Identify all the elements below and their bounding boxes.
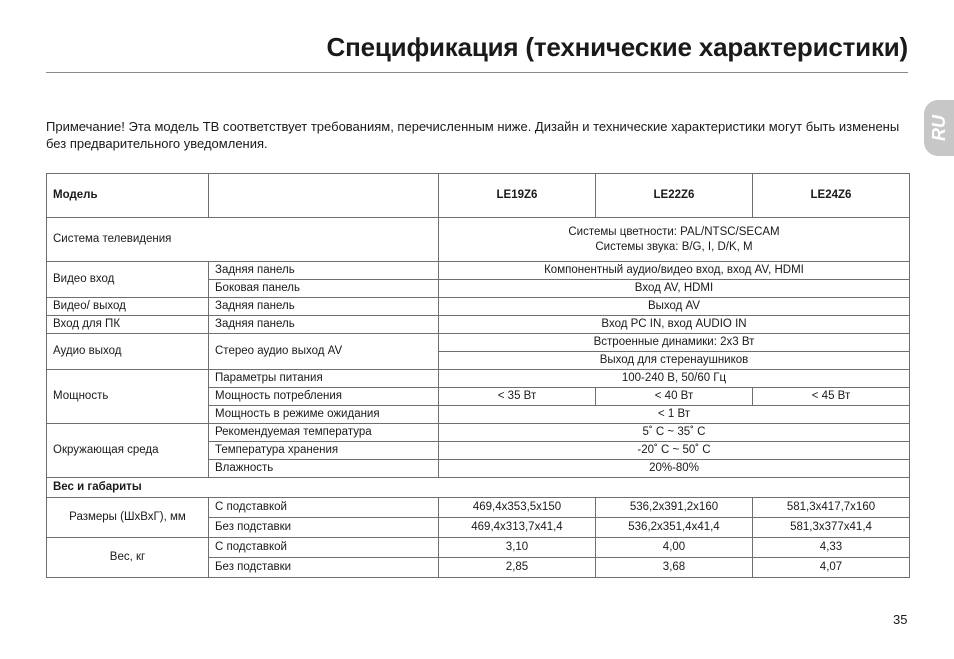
power-consumption-3: < 45 Вт	[753, 388, 910, 406]
video-out-label: Видео/ выход	[47, 298, 209, 316]
weight-with-stand-3: 4,33	[753, 538, 910, 558]
header-model-3: LE24Z6	[753, 174, 910, 218]
video-in-label: Видео вход	[47, 262, 209, 298]
weight-with-stand: С подставкой	[209, 538, 439, 558]
table-row	[47, 538, 910, 558]
dims-with-stand-2: 536,2x391,2x160	[596, 498, 753, 518]
power-standby: Мощность в режиме ожидания	[209, 406, 439, 424]
spec-table	[46, 173, 910, 578]
table-row	[47, 262, 910, 280]
video-in-side-value: Вход AV, HDMI	[439, 280, 910, 298]
table-row	[47, 298, 910, 316]
table-row	[47, 478, 910, 498]
header-model-2: LE22Z6	[596, 174, 753, 218]
tv-system-label: Система телевидения	[47, 218, 439, 262]
dims-with-stand-1: 469,4x353,5x150	[439, 498, 596, 518]
table-header-row	[47, 174, 910, 218]
power-label: Мощность	[47, 370, 209, 424]
dims-label: Размеры (ШхВхГ), мм	[47, 498, 209, 538]
env-rec-temp-value: 5˚ C ~ 35˚ C	[439, 424, 910, 442]
video-out-rear: Задняя панель	[209, 298, 439, 316]
table-row	[47, 316, 910, 334]
page-title: Спецификация (технические характеристики)	[326, 32, 908, 62]
dims-with-stand-3: 581,3x417,7x160	[753, 498, 910, 518]
header-empty	[209, 174, 439, 218]
env-storage-temp-value: -20˚ C ~ 50˚ C	[439, 442, 910, 460]
tv-system-sound: Системы звука: B/G, I, D/K, M	[595, 240, 753, 253]
weight-dims-heading: Вес и габариты	[47, 478, 910, 498]
dims-without-stand: Без подставки	[209, 518, 439, 538]
dims-without-stand-3: 581,3x377x41,4	[753, 518, 910, 538]
title-divider	[46, 72, 908, 73]
audio-out-headphones: Выход для стеренаушников	[439, 352, 910, 370]
weight-without-stand-3: 4,07	[753, 558, 910, 578]
language-tab	[924, 100, 954, 156]
language-tab-label: RU	[928, 115, 949, 141]
page-number: 35	[893, 612, 908, 627]
power-consumption-2: < 40 Вт	[596, 388, 753, 406]
weight-without-stand: Без подставки	[209, 558, 439, 578]
env-rec-temp: Рекомендуемая температура	[209, 424, 439, 442]
dims-without-stand-2: 536,2x351,4x41,4	[596, 518, 753, 538]
power-consumption-1: < 35 Вт	[439, 388, 596, 406]
table-row	[47, 334, 910, 352]
weight-with-stand-2: 4,00	[596, 538, 753, 558]
pc-in-rear: Задняя панель	[209, 316, 439, 334]
pc-in-label: Вход для ПК	[47, 316, 209, 334]
weight-without-stand-2: 3,68	[596, 558, 753, 578]
audio-out-speakers: Встроенные динамики: 2х3 Вт	[439, 334, 910, 352]
video-out-value: Выход AV	[439, 298, 910, 316]
tv-system-color: Системы цветности: PAL/NTSC/SECAM	[568, 225, 780, 238]
power-consumption: Мощность потребления	[209, 388, 439, 406]
power-supply-value: 100-240 В, 50/60 Гц	[439, 370, 910, 388]
note-text: Примечание! Эта модель ТВ соответствует требованиям, перечисленным ниже. Дизайн и технические характеристики могут быть изменены без предварительного уведомления.	[46, 119, 900, 151]
audio-out-sub: Стерео аудио выход AV	[209, 334, 439, 370]
dims-without-stand-1: 469,4x313,7x41,4	[439, 518, 596, 538]
env-label: Окружающая среда	[47, 424, 209, 478]
dims-with-stand: С подставкой	[209, 498, 439, 518]
table-row	[47, 424, 910, 442]
weight-without-stand-1: 2,85	[439, 558, 596, 578]
table-row	[47, 218, 910, 262]
audio-out-label: Аудио выход	[47, 334, 209, 370]
env-humidity-value: 20%-80%	[439, 460, 910, 478]
pc-in-value: Вход PC IN, вход AUDIO IN	[439, 316, 910, 334]
weight-label: Вес, кг	[47, 538, 209, 578]
tv-system-value	[439, 218, 910, 262]
video-in-side: Боковая панель	[209, 280, 439, 298]
power-supply: Параметры питания	[209, 370, 439, 388]
power-standby-value: < 1 Вт	[439, 406, 910, 424]
weight-with-stand-1: 3,10	[439, 538, 596, 558]
env-storage-temp: Температура хранения	[209, 442, 439, 460]
header-model: Модель	[47, 174, 209, 218]
table-row	[47, 498, 910, 518]
table-row	[47, 370, 910, 388]
env-humidity: Влажность	[209, 460, 439, 478]
video-in-rear: Задняя панель	[209, 262, 439, 280]
video-in-rear-value: Компонентный аудио/видео вход, вход AV, HDMI	[439, 262, 910, 280]
header-model-1: LE19Z6	[439, 174, 596, 218]
